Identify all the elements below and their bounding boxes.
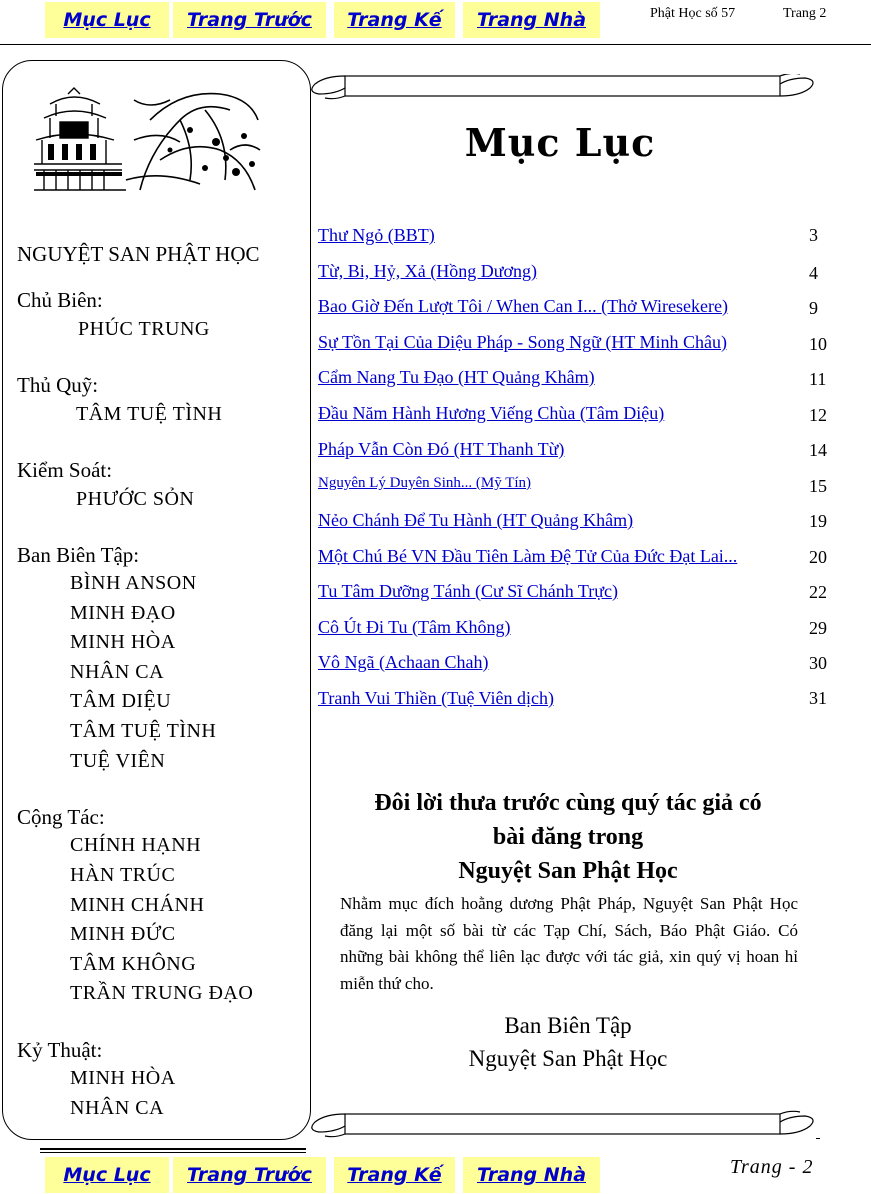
staff-name: PHÚC TRUNG	[78, 318, 210, 340]
toc-page-number: 12	[809, 405, 827, 425]
toc-link-neo-chanh[interactable]: Nẻo Chánh Để Tu Hành (HT Quảng Khâm)	[318, 510, 634, 530]
role-thu-quy: Thủ Quỹ:	[17, 373, 99, 397]
note-title-line3: Nguyệt San Phật Học	[458, 858, 678, 884]
nav-muc-luc-button[interactable]: Mục Lục	[45, 2, 169, 38]
toc-page-number: 11	[809, 369, 827, 389]
scroll-banner-bottom-icon	[305, 1110, 820, 1138]
toc-link-vo-nga[interactable]: Vô Ngã (Achaan Chah)	[318, 652, 489, 672]
nav-trang-nha-button[interactable]: Trang Nhà	[463, 1157, 600, 1193]
staff-name: CHÍNH HẠNH	[70, 834, 202, 856]
toc-link-thu-ngo[interactable]: Thư Ngỏ (BBT)	[318, 225, 435, 245]
publication-name: NGUYỆT SAN PHẬT HỌC	[17, 242, 260, 266]
toc-link-co-ut[interactable]: Cô Út Đi Tu (Tâm Không)	[318, 617, 511, 637]
role-kiem-soat: Kiểm Soát:	[17, 458, 113, 482]
staff-name: TÂM TUỆ TÌNH	[70, 720, 217, 742]
masthead-panel	[2, 60, 311, 1140]
toc-page-number: 9	[809, 298, 818, 318]
staff-name: NHÂN CA	[70, 1097, 165, 1119]
staff-name: MINH CHÁNH	[70, 894, 205, 916]
toc-link-cam-nang[interactable]: Cẩm Nang Tu Đạo (HT Quảng Khâm)	[318, 367, 595, 387]
toc-link-tu-bi-hy-xa[interactable]: Từ, Bi, Hỷ, Xả (Hồng Dương)	[318, 261, 538, 281]
toc-page-number: 4	[809, 263, 818, 283]
nav-trang-ke-button[interactable]: Trang Kế	[334, 1157, 455, 1193]
toc-page-number: 10	[809, 334, 827, 354]
role-chu-bien: Chủ Biên:	[17, 288, 103, 312]
staff-name: MINH ĐẠO	[70, 602, 176, 624]
issue-number: Phật Học số 57	[650, 6, 736, 21]
toc-page-number: 20	[809, 547, 827, 567]
toc-page-number: 29	[809, 618, 827, 638]
header-divider	[0, 44, 871, 45]
staff-name: TÂM KHÔNG	[70, 953, 197, 975]
nav-trang-ke-button[interactable]: Trang Kế	[334, 2, 455, 38]
toc-link-dau-nam[interactable]: Đầu Năm Hành Hương Viếng Chùa (Tâm Diệu)	[318, 403, 665, 423]
toc-page-number: 14	[809, 440, 827, 460]
staff-name: TÂM DIỆU	[70, 690, 172, 712]
signature-line2: Nguyệt San Phật Học	[468, 1046, 668, 1071]
staff-name: MINH ĐỨC	[70, 923, 176, 945]
pagoda-tree-logo-icon	[30, 80, 262, 198]
nav-muc-luc-button[interactable]: Mục Lục	[45, 1157, 169, 1193]
toc-link-bao-gio[interactable]: Bao Giờ Đến Lượt Tôi / When Can I... (Thở Wiresekere)	[318, 296, 728, 316]
role-ban-bien-tap: Ban Biên Tập:	[17, 543, 140, 567]
nav-trang-truoc-button[interactable]: Trang Trước	[173, 1157, 326, 1193]
scroll-banner-top-icon	[305, 74, 820, 102]
toc-title: Mục Lục	[464, 120, 656, 165]
top-nav-bar	[0, 2, 871, 38]
staff-name: TRẦN TRUNG ĐẠO	[70, 982, 254, 1004]
toc-link-mot-chu-be[interactable]: Một Chú Bé VN Đầu Tiên Làm Đệ Tử Của Đức Đạt Lai...	[318, 546, 738, 566]
toc-link-tranh-vui[interactable]: Tranh Vui Thiền (Tuệ Viên dịch)	[318, 688, 555, 708]
staff-name: BÌNH ANSON	[70, 572, 197, 594]
toc-page-number: 3	[809, 225, 818, 245]
header-page-number: Trang 2	[783, 6, 827, 21]
staff-name: TÂM TUỆ TÌNH	[76, 403, 223, 425]
nav-trang-nha-button[interactable]: Trang Nhà	[463, 2, 600, 38]
footer-page-number: Trang - 2	[730, 1156, 814, 1178]
footer-divider	[40, 1148, 306, 1150]
note-title-line2: bài đăng trong	[492, 824, 644, 850]
signature-line1: Ban Biên Tập	[504, 1013, 632, 1038]
staff-name: NHÂN CA	[70, 661, 165, 683]
note-title-line1: Đôi lời thưa trước cùng quý tác giả có	[374, 790, 762, 816]
role-ky-thuat: Kỷ Thuật:	[17, 1038, 103, 1062]
staff-name: HÀN TRÚC	[70, 864, 176, 886]
toc-page-number: 19	[809, 511, 827, 531]
toc-link-phap-van[interactable]: Pháp Vẫn Còn Đó (HT Thanh Từ)	[318, 439, 565, 459]
toc-link-nguyen-ly[interactable]: Nguyên Lý Duyên Sinh... (Mỹ Tín)	[318, 475, 532, 491]
staff-name: TUỆ VIÊN	[70, 750, 166, 772]
nav-trang-truoc-button[interactable]: Trang Trước	[173, 2, 326, 38]
toc-page-number: 22	[809, 582, 827, 602]
footer-divider-thin	[40, 1152, 306, 1153]
toc-link-tu-tam[interactable]: Tu Tâm Dưỡng Tánh (Cư Sĩ Chánh Trực)	[318, 581, 618, 601]
role-cong-tac: Cộng Tác:	[17, 805, 105, 829]
toc-page-number: 30	[809, 653, 827, 673]
staff-name: MINH HÒA	[70, 1067, 176, 1089]
toc-page-number: 15	[809, 476, 827, 496]
staff-name: PHƯỚC SỎN	[76, 488, 195, 510]
footer-mark	[816, 1138, 820, 1139]
toc-page-number: 31	[809, 688, 827, 708]
staff-name: MINH HÒA	[70, 631, 176, 653]
note-body: Nhằm mục đích hoằng dương Phật Pháp, Nguyệt San Phật Học đăng lại một số bài từ các Tạp Chí, Sách, Báo Phật Giáo. Có những bài không thể liên lạc được với tác giả, xin quý vị hoan hỉ miễn thứ cho.	[340, 894, 798, 993]
toc-link-su-ton-tai[interactable]: Sự Tồn Tại Của Diệu Pháp - Song Ngữ (HT Minh Châu)	[318, 332, 727, 352]
